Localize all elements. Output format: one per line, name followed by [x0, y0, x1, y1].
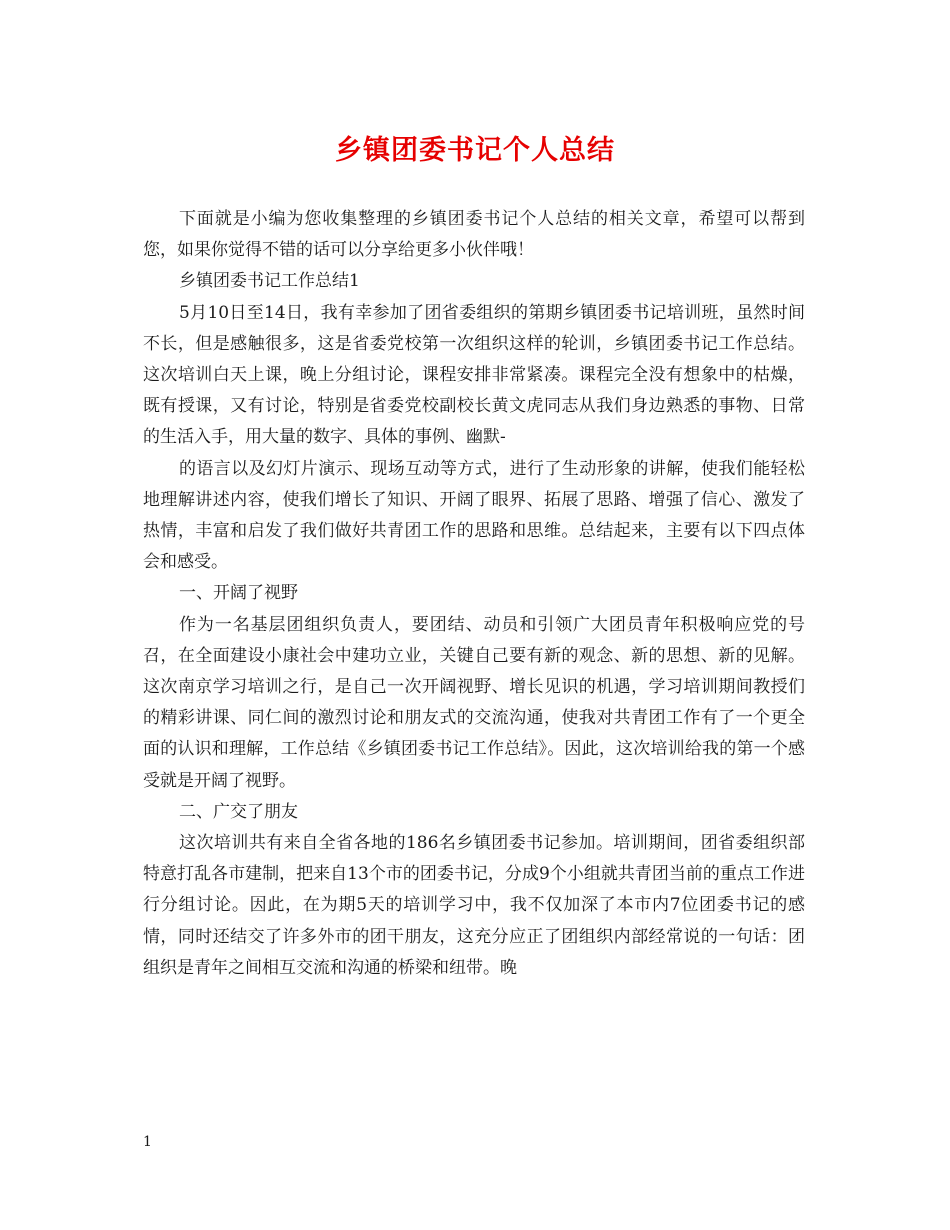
body-paragraph: 5月10日至14日，我有幸参加了团省委组织的第期乡镇团委书记培训班，虽然时间不长，但是感触很多，这是省委党校第一次组织这样的轮训，乡镇团委书记工作总结。这次培训白天上课，晚上分组讨论，课程安排非常紧凑。课程完全没有想象中的枯燥，既有授课，又有讨论，特别是省委党校副校长黄文虎同志从我们身边熟悉的事物、日常的生活入手，用大量的数字、具体的事例、幽默-: [143, 302, 805, 448]
section-heading-1: 一、开阔了视野: [179, 583, 298, 604]
section-heading-summary-1: 乡镇团委书记工作总结1: [179, 271, 360, 292]
body-paragraph: 的语言以及幻灯片演示、现场互动等方式，进行了生动形象的讲解，使我们能轻松地理解讲述内容，使我们增长了知识、开阔了眼界、拓展了思路、增强了信心、激发了热情，丰富和启发了我们做好共青团工作的思路和思维。总结起来，主要有以下四点体会和感受。: [143, 458, 805, 573]
intro-paragraph: 下面就是小编为您收集整理的乡镇团委书记个人总结的相关文章，希望可以帮到您，如果你觉得不错的话可以分享给更多小伙伴哦！: [143, 209, 805, 261]
page-number: 1: [143, 1134, 152, 1150]
document-body: [143, 204, 805, 984]
section-heading-2: 二、广交了朋友: [179, 801, 298, 822]
body-paragraph: 作为一名基层团组织负责人，要团结、动员和引领广大团员青年积极响应党的号召，在全面建设小康社会中建功立业，关键自己要有新的观念、新的思想、新的见解。这次南京学习培训之行，是自己一次开阔视野、增长见识的机遇，学习培训期间教授们的精彩讲课、同仁间的激烈讨论和朋友式的交流沟通，使我对共青团工作有了一个更全面的认识和理解，工作总结《乡镇团委书记工作总结》。因此，这次培训给我的第一个感受就是开阔了视野。: [143, 614, 805, 791]
body-paragraph: 这次培训共有来自全省各地的186名乡镇团委书记参加。培训期间，团省委组织部特意打乱各市建制，把来自13个市的团委书记，分成9个小组就共青团当前的重点工作进行分组讨论。因此，在为期5天的培训学习中，我不仅加深了本市内7位团委书记的感情，同时还结交了许多外市的团干朋友，这充分应正了团组织内部经常说的一句话：团组织是青年之间相互交流和沟通的桥梁和纽带。晚: [143, 833, 805, 978]
document-title: 乡镇团委书记个人总结: [335, 135, 615, 166]
